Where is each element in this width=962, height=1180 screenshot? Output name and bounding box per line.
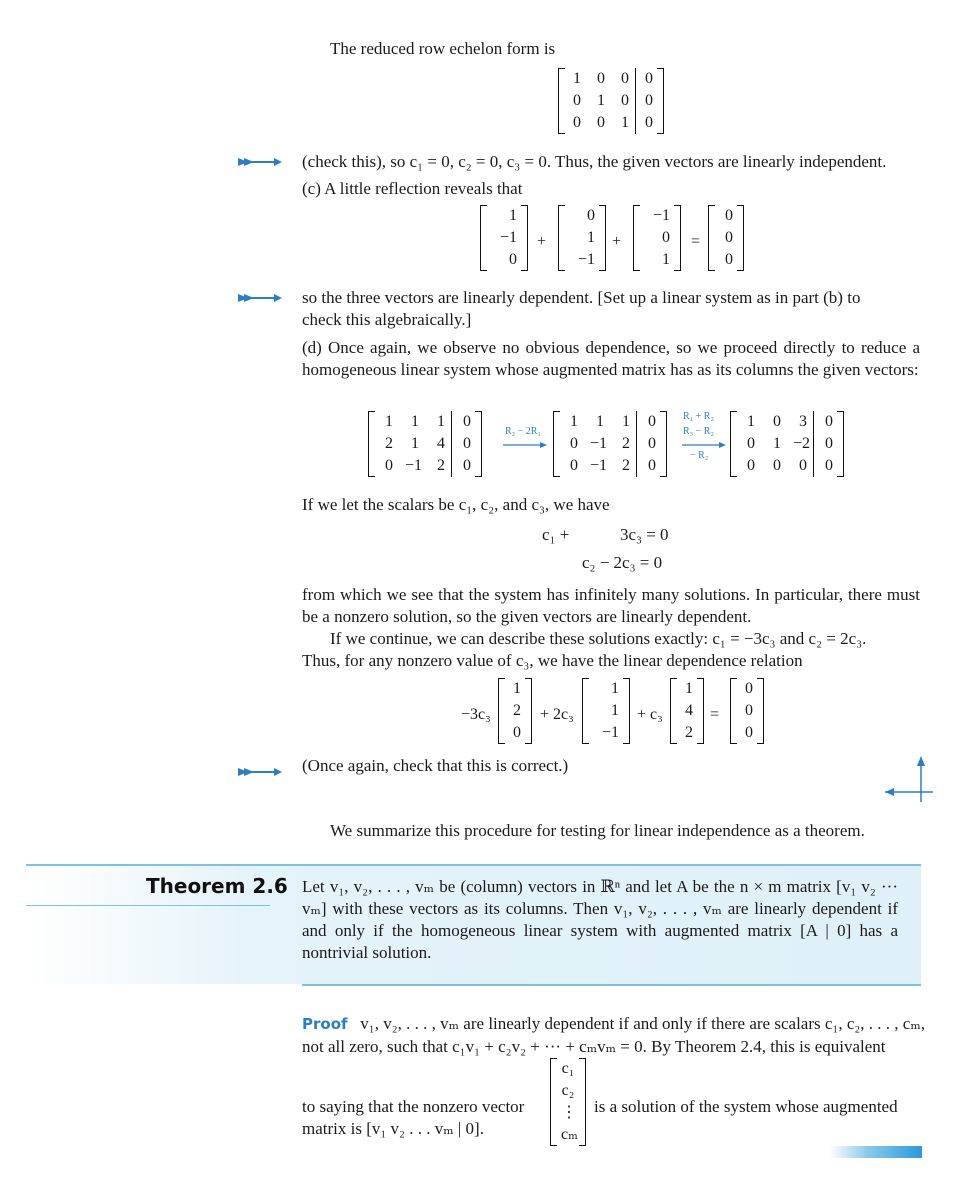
vector-zero <box>708 205 744 271</box>
matrix-cell: −1 <box>590 435 608 452</box>
matrix-cell: 0 <box>813 455 839 477</box>
matrix-cell: 4 <box>685 702 693 719</box>
theorem-bottom-rule <box>302 984 921 986</box>
bracket-right <box>674 205 681 271</box>
matrix-cell: 0 <box>745 702 753 719</box>
plus-sign: + <box>612 233 622 250</box>
matrix-cell: 1 <box>622 413 630 430</box>
equation-2: c₂ − 2c₃ = 0 <box>582 553 663 572</box>
matrix-cell: 0 <box>747 457 755 474</box>
matrix-cell: 1 <box>611 702 619 719</box>
matrix-cell: 0 <box>773 413 781 430</box>
matrix-cell: 1 <box>411 435 419 452</box>
matrix-cell: 1 <box>570 413 578 430</box>
matrix-cell: c₂ <box>561 1082 575 1099</box>
margin-arrow-icon <box>238 156 282 168</box>
bracket-right <box>579 1058 586 1146</box>
matrix-cell: 1 <box>573 70 581 87</box>
matrix-cell: 2 <box>622 457 630 474</box>
bracket-left <box>368 411 375 477</box>
matrix-cell: 4 <box>437 435 445 452</box>
dependent-line-2: check this algebraically.] <box>302 310 472 329</box>
matrix-cell: cₘ <box>561 1126 578 1143</box>
theorem-body: Let v₁, v₂, . . . , vₘ be (column) vectors in ℝⁿ and let A be the n × m matrix [v₁ v₂ ··· vₘ] with these vectors as its columns. Then v₁, v₂, . . . , vₘ are linearly dependent if and only if the homogeneous linear system with augmented matrix [A | 0] has a nontrivial solution. <box>302 877 898 962</box>
matrix-cell: −2 <box>793 435 811 452</box>
matrix-cell: 0 <box>725 229 733 246</box>
proof-line-3: to saying that the nonzero vector <box>302 1097 525 1116</box>
matrix-cell: 1 <box>685 680 693 697</box>
augmented-matrix-d3 <box>730 411 844 477</box>
infinite-solutions-paragraph: from which we see that the system has infinitely many solutions. In particular, there must be a nonzero solution, so the given vectors are linearly dependent. <box>302 585 920 626</box>
matrix-cell: 1 <box>385 413 393 430</box>
dependent-line-1: so the three vectors are linearly dependent. [Set up a linear system as in part (b) to <box>302 288 861 307</box>
matrix-cell: 1 <box>747 413 755 430</box>
theorem-title-rule <box>26 905 270 906</box>
matrix-cell: 0 <box>597 114 605 131</box>
matrix-cell: 1 <box>513 680 521 697</box>
matrix-cell: 1 <box>773 435 781 452</box>
matrix-cell: −1 <box>499 229 517 246</box>
matrix-cell: 0 <box>747 435 755 452</box>
matrix-cell: 0 <box>799 457 807 474</box>
proof-line-1-text: v₁, v₂, . . . , vₘ are linearly dependent if and only if there are scalars c₁, c₂, . . . , cₘ, <box>360 1014 926 1033</box>
matrix-cell: −1 <box>405 457 423 474</box>
matrix-cell: 0 <box>813 433 839 455</box>
bracket-left <box>480 205 487 271</box>
bracket-right <box>737 205 744 271</box>
coefficient: + 2c₃ <box>540 706 574 723</box>
matrix-cell: 0 <box>725 251 733 268</box>
row-op-label: R₃ − R₂ <box>683 426 714 437</box>
matrix-cell: 0 <box>385 457 393 474</box>
matrix-cell: 1 <box>596 413 604 430</box>
bracket-left <box>558 68 565 134</box>
matrix-cell: 3 <box>799 413 807 430</box>
matrix-cell: 0 <box>597 70 605 87</box>
matrix-cell: 0 <box>813 411 839 433</box>
bracket-left <box>708 205 715 271</box>
vector-zero <box>730 678 764 744</box>
matrix-cell: −1 <box>601 724 619 741</box>
vector-v3 <box>670 678 704 744</box>
equation-1-lhs: c₁ + <box>542 525 570 544</box>
matrix-cell: 0 <box>635 112 659 134</box>
right-arrow-icon <box>682 441 726 449</box>
bracket-right <box>697 678 704 744</box>
c-vector <box>550 1058 586 1146</box>
coefficient: −3c₃ <box>461 706 491 723</box>
matrix-cell: 1 <box>662 251 670 268</box>
rref-matrix <box>558 68 664 134</box>
bracket-right <box>521 205 528 271</box>
vector-c3 <box>633 205 681 271</box>
matrix-cell: 1 <box>587 229 595 246</box>
row-op-label: R₁ + R₂ <box>683 411 714 422</box>
matrix-cell: 2 <box>622 435 630 452</box>
matrix-cell: 0 <box>745 680 753 697</box>
bracket-left <box>550 1058 557 1146</box>
matrix-cell: 1 <box>621 114 629 131</box>
matrix-cell: 0 <box>513 724 521 741</box>
matrix-cell: 2 <box>513 702 521 719</box>
matrix-cell: 0 <box>662 229 670 246</box>
proof-line-3b: is a solution of the system whose augmented <box>594 1097 898 1116</box>
plus-sign: + <box>537 233 547 250</box>
bracket-left <box>670 678 677 744</box>
bracket-right <box>660 411 667 477</box>
row-op-label: R₂ − 2R₁ <box>505 426 541 437</box>
theorem-top-rule <box>26 864 921 866</box>
matrix-cell: 0 <box>570 457 578 474</box>
proof-line-1 <box>302 1013 925 1035</box>
bracket-right <box>525 678 532 744</box>
bracket-left <box>730 678 737 744</box>
bracket-right <box>837 411 844 477</box>
part-d-paragraph: (d) Once again, we observe no obvious dependence, so we proceed directly to reduce a homogeneous linear system whose augmented matrix has as its columns the given vectors: <box>302 338 920 379</box>
end-proof-bar <box>830 1146 922 1158</box>
matrix-cell: −1 <box>577 251 595 268</box>
margin-arrow-icon <box>238 292 282 304</box>
summarize-line: We summarize this procedure for testing for linear independence as a theorem. <box>330 821 865 840</box>
matrix-cell: 0 <box>587 207 595 224</box>
matrix-cell: 0 <box>636 411 662 433</box>
vector-v1 <box>498 678 532 744</box>
coefficient: + c₃ <box>637 706 663 723</box>
matrix-cell: −1 <box>590 457 608 474</box>
matrix-cell: 0 <box>636 433 662 455</box>
equation-1-rhs: 3c₃ = 0 <box>620 525 669 544</box>
matrix-cell: −1 <box>652 207 670 224</box>
check-this-line: (check this), so c₁ = 0, c₂ = 0, c₃ = 0. Thus, the given vectors are linearly independent. <box>302 152 887 171</box>
matrix-cell: 1 <box>597 92 605 109</box>
matrix-cell: 2 <box>685 724 693 741</box>
bracket-right <box>599 205 606 271</box>
continue-line: If we continue, we can describe these solutions exactly: c₁ = −3c₃ and c₂ = 2c₃. <box>330 629 867 648</box>
matrix-cell: 0 <box>745 724 753 741</box>
matrix-cell: 1 <box>611 680 619 697</box>
row-op-label: − R₂ <box>690 450 709 461</box>
matrix-cell: 2 <box>385 435 393 452</box>
matrix-cell: 0 <box>773 457 781 474</box>
matrix-cell: 1 <box>411 413 419 430</box>
bracket-left <box>730 411 737 477</box>
margin-arrow-icon <box>238 766 282 778</box>
scalars-line: If we let the scalars be c₁, c₂, and c₃, we have <box>302 495 610 514</box>
matrix-cell: 1 <box>509 207 517 224</box>
bracket-right <box>475 411 482 477</box>
matrix-cell: 0 <box>509 251 517 268</box>
bracket-left <box>582 678 589 744</box>
matrix-cell: 0 <box>573 92 581 109</box>
proof-line-4: matrix is [v₁ v₂ . . . vₘ | 0]. <box>302 1119 484 1138</box>
bracket-left <box>498 678 505 744</box>
bracket-left <box>553 411 560 477</box>
part-c-label: (c) A little reflection reveals that <box>302 179 523 198</box>
proof-label: Proof <box>302 1015 348 1033</box>
matrix-cell: 0 <box>451 411 477 433</box>
matrix-cell: 0 <box>573 114 581 131</box>
thus-line: Thus, for any nonzero value of c₃, we have the linear dependence relation <box>302 651 803 670</box>
matrix-cell: 0 <box>570 435 578 452</box>
matrix-cell: ⋮ <box>561 1104 577 1121</box>
rref-intro: The reduced row echelon form is <box>330 39 556 58</box>
equals-sign: = <box>710 706 720 723</box>
matrix-cell: 2 <box>437 457 445 474</box>
equals-sign: = <box>691 233 701 250</box>
bracket-right <box>657 68 664 134</box>
matrix-cell: 0 <box>635 90 659 112</box>
proof-line-2: not all zero, such that c₁v₁ + c₂v₂ + ··· + cₘvₘ = 0. By Theorem 2.4, this is equivalent <box>302 1037 886 1056</box>
matrix-cell: 0 <box>621 70 629 87</box>
augmented-matrix-d2 <box>553 411 667 477</box>
matrix-cell: 0 <box>635 68 659 90</box>
matrix-cell: 0 <box>725 207 733 224</box>
matrix-cell: c₁ <box>561 1060 575 1077</box>
augmented-matrix-d1 <box>368 411 482 477</box>
matrix-cell: 1 <box>437 413 445 430</box>
matrix-cell: 0 <box>636 455 662 477</box>
vector-c2 <box>558 205 606 271</box>
matrix-cell: 0 <box>451 433 477 455</box>
vector-c1 <box>480 205 528 271</box>
once-again-line: (Once again, check that this is correct.) <box>302 756 569 775</box>
bracket-right <box>623 678 630 744</box>
theorem-title: Theorem 2.6 <box>146 874 288 898</box>
end-example-icon <box>885 756 935 804</box>
bracket-left <box>558 205 565 271</box>
matrix-cell: 0 <box>451 455 477 477</box>
right-arrow-icon <box>503 441 547 449</box>
bracket-right <box>757 678 764 744</box>
bracket-left <box>633 205 640 271</box>
matrix-cell: 0 <box>621 92 629 109</box>
vector-v2 <box>582 678 630 744</box>
